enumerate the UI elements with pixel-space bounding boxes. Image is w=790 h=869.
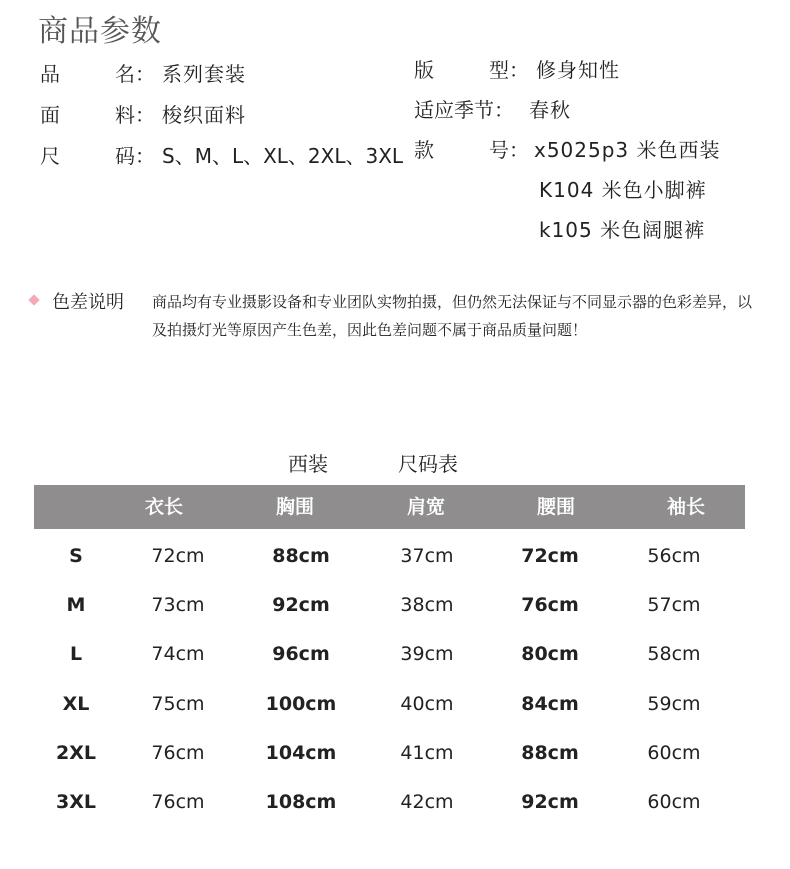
table-row (0, 684, 790, 724)
param-label-suffix: 名： (115, 62, 155, 86)
table-cell: 80cm (521, 643, 579, 665)
table-cell: 72cm (151, 545, 205, 567)
size-cell: L (69, 643, 83, 665)
table-cell: 40cm (400, 693, 454, 715)
table-cell: 76cm (521, 594, 579, 616)
param-value: 系列套装 (162, 62, 246, 86)
param-label: 版 (414, 58, 434, 82)
table-header (34, 485, 745, 529)
table-cell: 58cm (647, 643, 701, 665)
header-cell: 胸围 (275, 496, 314, 518)
table-cell: 57cm (647, 594, 701, 616)
size-cell: 2XL (56, 742, 96, 764)
table-cell: 73cm (151, 594, 205, 616)
table-cell: 88cm (272, 545, 330, 567)
param-value: 修身知性 (536, 58, 620, 82)
param-label: 尺 (40, 144, 60, 168)
table-cell: 39cm (400, 643, 454, 665)
header-cell: 袖长 (666, 496, 705, 518)
size-cell: XL (62, 693, 90, 715)
header-cell: 腰围 (536, 496, 575, 518)
table-title-right: 尺码表 (398, 452, 458, 476)
header-cell: 肩宽 (406, 496, 445, 518)
color-note-text: 商品均有专业摄影设备和专业团队实物拍摄，但仍然无法保证与不同显示器的色彩差异，以及拍摄灯光等原因产生色差，因此色差问题不属于商品质量问题！ (152, 293, 753, 339)
table-cell: 38cm (400, 594, 454, 616)
param-label-suffix: 型： (489, 58, 529, 82)
param-value: x5025p3 米色西装 (534, 138, 721, 162)
page-title: 商品参数 (38, 14, 162, 49)
table-row (0, 585, 790, 625)
table-cell: 84cm (521, 693, 579, 715)
param-label-suffix: 码： (115, 144, 155, 168)
table-cell: 75cm (151, 693, 205, 715)
param-label: 品 (40, 62, 60, 86)
table-row (0, 536, 790, 576)
param-label-suffix: 料： (115, 103, 155, 127)
table-row (0, 782, 790, 822)
param-label: 适应季节： (414, 98, 514, 122)
table-row (0, 733, 790, 773)
table-cell: 41cm (400, 742, 454, 764)
table-cell: 104cm (265, 742, 337, 764)
param-label: 款 (414, 138, 434, 162)
table-cell: 60cm (647, 791, 701, 813)
table-cell: 60cm (647, 742, 701, 764)
table-cell: 108cm (265, 791, 337, 813)
param-value: S、M、L、XL、2XL、3XL (162, 144, 404, 168)
table-cell: 100cm (265, 693, 337, 715)
table-row (0, 634, 790, 674)
param-value: K104 米色小脚裤 (539, 178, 707, 202)
table-cell: 74cm (151, 643, 205, 665)
table-cell: 88cm (521, 742, 579, 764)
table-cell: 72cm (521, 545, 579, 567)
table-title-left: 西装 (288, 452, 328, 476)
header-cell: 衣长 (144, 496, 183, 518)
size-cell: M (66, 594, 86, 616)
diamond-icon (28, 294, 39, 305)
table-cell: 42cm (400, 791, 454, 813)
param-value: 春秋 (529, 98, 571, 122)
param-value: k105 米色阔腿裤 (539, 218, 706, 242)
table-cell: 92cm (521, 791, 579, 813)
size-cell: S (69, 545, 83, 567)
table-cell: 76cm (151, 742, 205, 764)
table-cell: 37cm (400, 545, 454, 567)
param-label-suffix: 号： (489, 138, 529, 162)
param-label: 面 (40, 103, 60, 127)
table-cell: 96cm (272, 643, 330, 665)
table-cell: 56cm (647, 545, 701, 567)
table-cell: 92cm (272, 594, 330, 616)
param-value: 梭织面料 (162, 103, 246, 127)
table-cell: 59cm (647, 693, 701, 715)
size-cell: 3XL (56, 791, 96, 813)
color-note-label: 色差说明 (52, 292, 124, 313)
table-cell: 76cm (151, 791, 205, 813)
